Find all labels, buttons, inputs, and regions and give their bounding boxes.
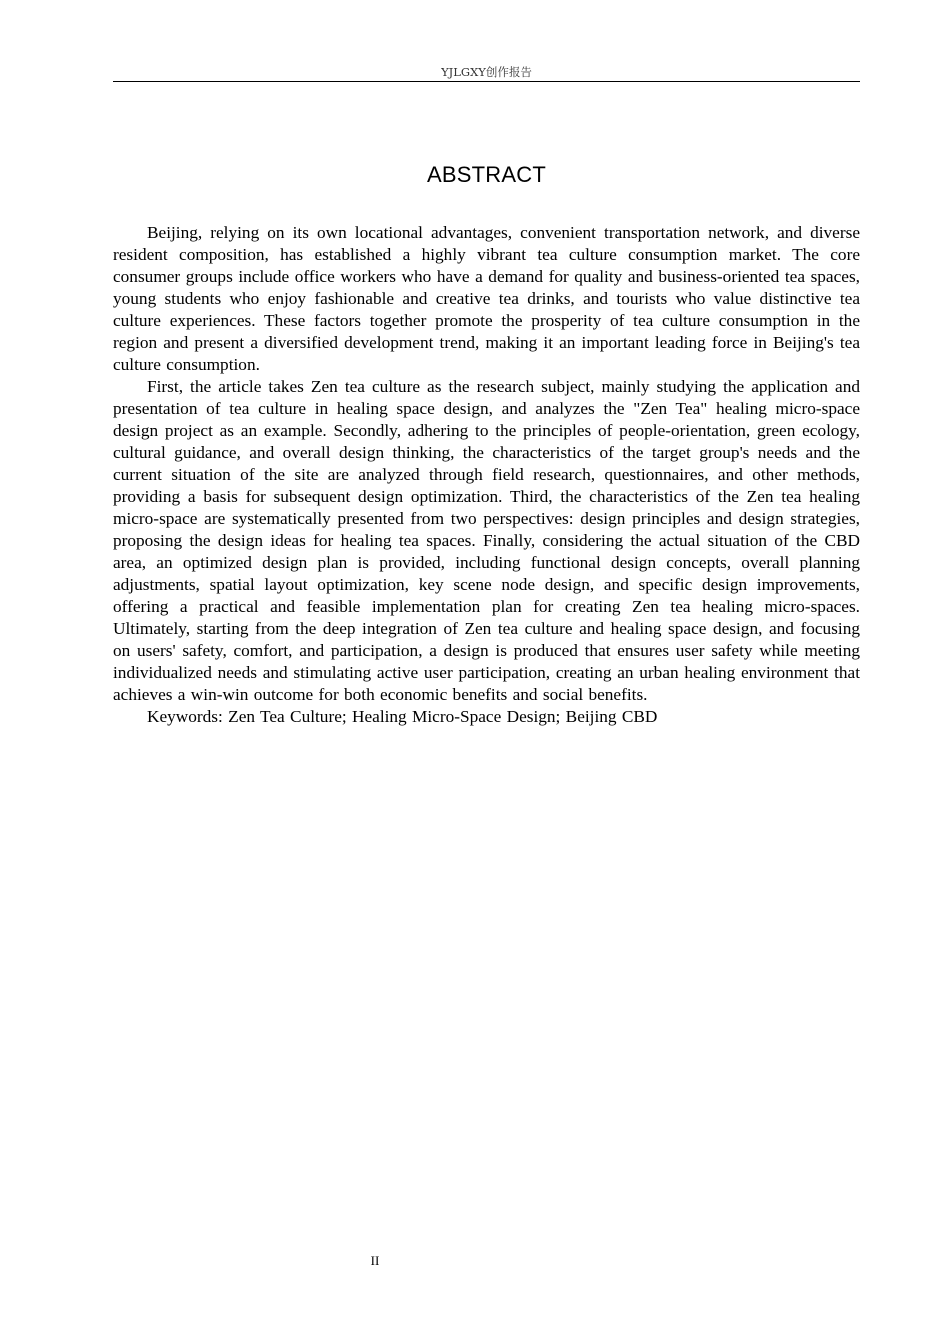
abstract-body	[113, 222, 860, 728]
abstract-paragraph-2: First, the article takes Zen tea culture as the research subject, mainly studying the application and presentation of tea culture in healing space design, and analyzes the "Zen Tea" healing micro-space design project as an example. Secondly, adhering to the principles of people-orientation, green ecology, cultural guidance, and overall design thinking, the characteristics of the target group's needs and the current situation of the site are analyzed through field research, questionnaires, and other methods, providing a basis for subsequent design optimization. Third, the characteristics of the Zen tea healing micro-space are systematically presented from two perspectives: design principles and design strategies, proposing the design ideas for healing tea spaces. Finally, considering the actual situation of the CBD area, an optimized design plan is provided, including functional design concepts, overall planning adjustments, spatial layout optimization, key scene node design, and specific design improvements, offering a practical and feasible implementation plan for creating Zen tea healing micro-spaces. Ultimately, starting from the deep integration of Zen tea culture and healing space design, and focusing on users' safety, comfort, and participation, a design is produced that ensures user safety while meeting individualized needs and stimulating active user participation, creating an urban healing environment that achieves a win-win outcome for both economic benefits and social benefits.	[113, 377, 860, 704]
page-header	[113, 64, 860, 82]
page-number: II	[370, 1253, 380, 1268]
keywords-line: Keywords: Zen Tea Culture; Healing Micro-Space Design; Beijing CBD	[147, 707, 658, 726]
abstract-paragraph-1: Beijing, relying on its own locational advantages, convenient transportation network, and diverse resident composition, has established a highly vibrant tea culture consumption market. The core consumer groups include office workers who have a demand for quality and business-oriented tea spaces, young students who enjoy fashionable and creative tea drinks, and tourists who value distinctive tea culture experiences. These factors together promote the prosperity of tea culture consumption in the region and present a diversified development trend, making it an important leading force in Beijing's tea culture consumption.	[113, 223, 860, 374]
header-text: YJLGXY创作报告	[441, 65, 532, 79]
abstract-title: ABSTRACT	[427, 162, 546, 187]
